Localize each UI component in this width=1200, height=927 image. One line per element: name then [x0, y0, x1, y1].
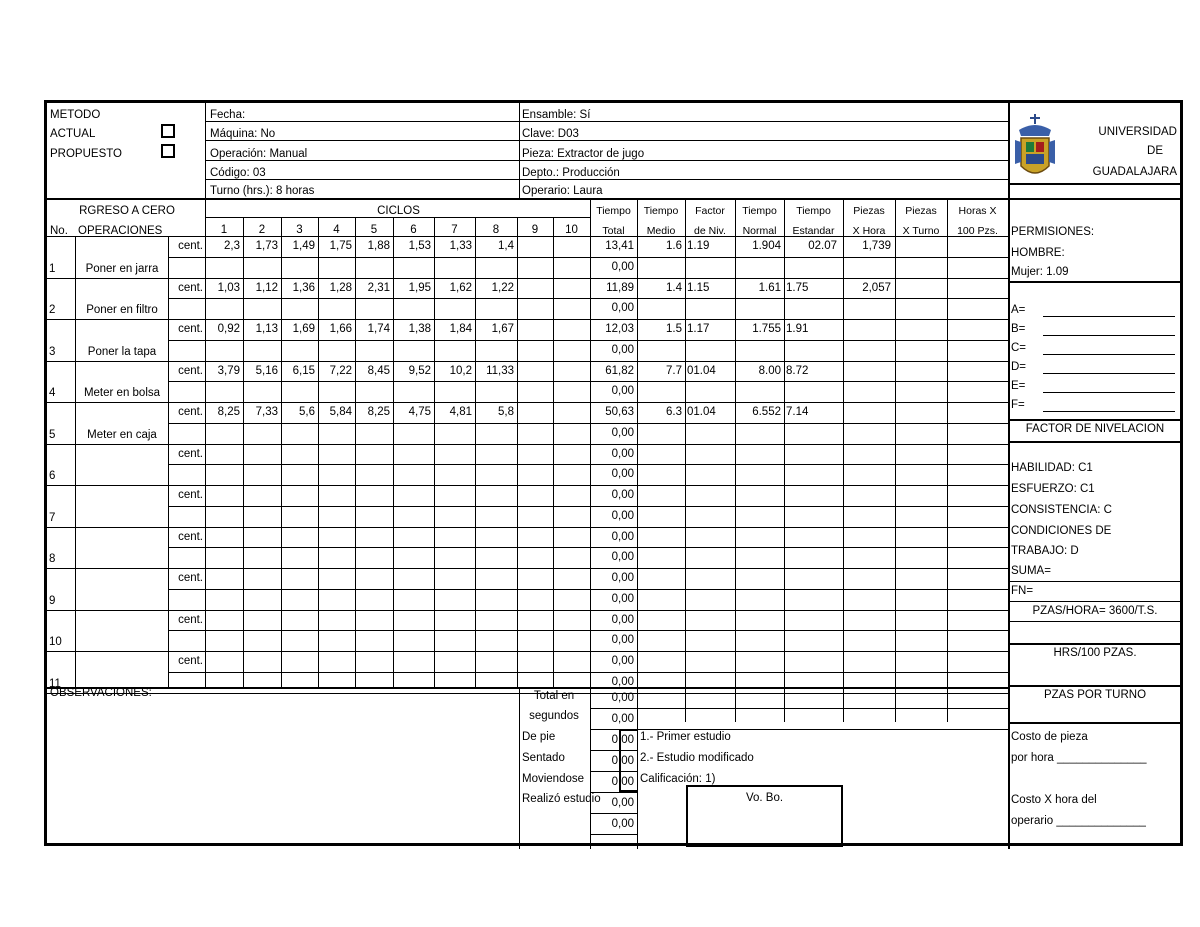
v-rule	[947, 236, 948, 687]
codigo-field: Código: 03	[210, 167, 266, 179]
cycle-value: 1,67	[491, 323, 514, 335]
tiempo-normal: 1.61	[758, 282, 781, 294]
h-rule	[1008, 281, 1180, 283]
cent-label: cent.	[178, 448, 203, 460]
pzas-turno-label: PZAS POR TURNO	[1043, 689, 1147, 701]
tiempo-total-row2: 0,00	[611, 427, 634, 439]
cent-label: cent.	[178, 572, 203, 584]
v-rule	[243, 236, 244, 687]
calc-header-line2: Total	[602, 225, 625, 237]
hombre-label: HOMBRE:	[1011, 247, 1065, 259]
estudio2-label: 2.- Estudio modificado	[640, 752, 754, 764]
bottom-total-value: 0,00	[611, 734, 634, 746]
tiempo-total-row2: 0,00	[611, 551, 634, 563]
factor-nivelacion: 1.17	[687, 323, 710, 335]
calc-header-line2: Normal	[742, 225, 777, 237]
h-rule	[168, 464, 1008, 465]
row-number: 7	[49, 512, 56, 524]
cycle-value: 8,25	[217, 406, 240, 418]
cycle-number-header: 9	[531, 224, 539, 236]
tiempo-total: 13,41	[605, 240, 634, 252]
cycle-value: 1,22	[491, 282, 514, 294]
calc-header-line2: X Hora	[852, 225, 886, 237]
regreso-a-cero-label: RGRESO A CERO	[79, 205, 175, 217]
h-rule	[168, 589, 1008, 590]
fn-label: FN=	[1011, 585, 1034, 597]
suma-label: SUMA=	[1011, 565, 1051, 577]
bottom-total-value: 0,00	[611, 713, 634, 725]
factor-nivelacion: 01.04	[687, 365, 716, 377]
h-rule	[1008, 601, 1180, 602]
cycle-value: 1,03	[217, 282, 240, 294]
cycle-number-header: 3	[296, 224, 303, 236]
tiempo-total: 0,00	[611, 489, 634, 501]
v-rule	[75, 236, 76, 687]
cycle-value: 1,49	[292, 240, 315, 252]
mujer-label: Mujer: 1.09	[1011, 266, 1069, 278]
calc-header-line1: Piezas	[853, 205, 885, 217]
cycle-number-header: 1	[220, 224, 228, 236]
tiempo-total: 0,00	[611, 448, 634, 460]
estudio1-label: 1.- Primer estudio	[640, 731, 731, 743]
cycle-value: 1,62	[449, 282, 472, 294]
h-rule	[168, 672, 1008, 673]
permission-blank-line[interactable]	[1043, 354, 1175, 355]
h-rule	[47, 610, 1008, 611]
h-rule	[168, 381, 1008, 382]
cycle-value: 1,75	[329, 240, 352, 252]
cent-label: cent.	[178, 655, 203, 667]
cycle-value: 2,3	[224, 240, 240, 252]
bottom-total-value: 0,00	[611, 755, 634, 767]
tiempo-medio: 6.3	[666, 406, 682, 418]
v-rule	[895, 687, 896, 722]
pieza-field: Pieza: Extractor de jugo	[522, 148, 645, 160]
h-rule	[590, 813, 637, 814]
operario-field: Operario: Laura	[522, 185, 603, 197]
permission-letter: E=	[1011, 380, 1026, 392]
cycle-value: 5,6	[299, 406, 315, 418]
permission-blank-line[interactable]	[1043, 392, 1175, 393]
cycle-value: 9,52	[408, 365, 431, 377]
costo-pieza-line2: por hora ______________	[1011, 752, 1147, 764]
calc-header-line1: Piezas	[905, 205, 937, 217]
tiempo-total-row2: 0,00	[611, 676, 634, 688]
v-rule	[553, 236, 554, 687]
cent-label: cent.	[178, 489, 203, 501]
cycle-number-header: 4	[333, 224, 340, 236]
tiempo-total-row2: 0,00	[611, 468, 634, 480]
v-rule	[519, 103, 520, 198]
v-rule	[475, 236, 476, 687]
v-rule	[784, 687, 785, 722]
v-rule	[517, 236, 518, 687]
v-rule	[434, 236, 435, 687]
tiempo-total-row2: 0,00	[611, 344, 634, 356]
v-rule	[895, 236, 896, 687]
metodo-label: METODO	[50, 109, 101, 121]
costo-pieza-line1: Costo de pieza	[1011, 731, 1088, 743]
cycle-value: 1,13	[255, 323, 278, 335]
consistencia-label: CONSISTENCIA: C	[1011, 504, 1112, 516]
h-rule	[47, 402, 1008, 403]
operation-name: Meter en caja	[87, 429, 157, 441]
sentado-label: Sentado	[522, 752, 565, 764]
tiempo-estandar: 1.91	[786, 323, 809, 335]
tiempo-normal: 6.552	[752, 406, 781, 418]
actual-label: ACTUAL	[50, 128, 96, 140]
total-en-label: Total en	[533, 690, 575, 702]
cent-label: cent.	[178, 323, 203, 335]
h-rule	[47, 444, 1008, 445]
cycle-value: 5,16	[255, 365, 278, 377]
row-number: 10	[49, 636, 62, 648]
tiempo-total: 0,00	[611, 531, 634, 543]
moviendose-label: Moviendose	[522, 773, 585, 785]
cycle-value: 5,84	[329, 406, 352, 418]
row-number: 6	[49, 470, 56, 482]
bottom-total-value: 0,00	[611, 818, 634, 830]
cycle-value: 3,79	[217, 365, 240, 377]
tiempo-total-row2: 0,00	[611, 634, 634, 646]
pzas-hora-label: PZAS/HORA= 3600/T.S.	[1032, 605, 1158, 617]
tiempo-total-row2: 0,00	[611, 593, 634, 605]
propuesto-checkbox[interactable]	[161, 144, 175, 158]
cycle-value: 1,38	[408, 323, 431, 335]
permission-blank-line[interactable]	[1043, 335, 1175, 336]
h-rule	[168, 423, 1008, 424]
h-rule	[168, 506, 1008, 507]
v-rule	[735, 687, 736, 722]
v-rule	[281, 236, 282, 687]
cent-label: cent.	[178, 365, 203, 377]
h-rule	[1008, 441, 1180, 443]
tiempo-total: 0,00	[611, 614, 634, 626]
operation-name: Poner en filtro	[86, 304, 158, 316]
calc-header-line2: Medio	[646, 225, 676, 237]
bottom-total-value: 0,00	[611, 797, 634, 809]
tiempo-total-row2: 0,00	[611, 302, 634, 314]
v-rule	[735, 236, 736, 687]
realizo-label: Realizó estudio	[522, 793, 601, 805]
cycle-value: 1,12	[255, 282, 278, 294]
v-rule	[205, 236, 206, 687]
university-line1: UNIVERSIDAD	[1098, 126, 1177, 138]
tiempo-total-row2: 0,00	[611, 261, 634, 273]
bottom-total-value: 0,00	[611, 776, 634, 788]
cycle-value: 5,8	[498, 406, 514, 418]
tiempo-total: 61,82	[605, 365, 634, 377]
h-rule	[47, 568, 1008, 569]
v-rule	[355, 236, 356, 687]
cycle-number-header: 6	[410, 224, 417, 236]
clave-field: Clave: D03	[522, 128, 579, 140]
h-rule	[47, 485, 1008, 486]
cycle-value: 1,88	[367, 240, 390, 252]
ensamble-field: Ensamble: Sí	[522, 109, 591, 121]
h-rule	[590, 708, 1008, 709]
row-number: 3	[49, 346, 56, 358]
calc-header-line2: Estandar	[792, 225, 835, 237]
operation-name: Meter en bolsa	[83, 387, 161, 399]
h-rule	[1008, 621, 1180, 622]
calc-header-line1: Tiempo	[596, 205, 631, 217]
cycle-value: 1,84	[449, 323, 472, 335]
tiempo-total: 0,00	[611, 655, 634, 667]
ciclos-label: CICLOS	[377, 205, 420, 217]
h-rule	[205, 121, 519, 122]
calc-header-line2: 100 Pzs.	[957, 225, 998, 237]
v-rule	[685, 236, 686, 687]
habilidad-label: HABILIDAD: C1	[1011, 462, 1093, 474]
factor-nivelacion: 1.15	[687, 282, 710, 294]
propuesto-label: PROPUESTO	[50, 148, 122, 160]
tiempo-medio: 7.7	[666, 365, 682, 377]
operation-name: Poner la tapa	[87, 346, 157, 358]
h-rule	[168, 547, 1008, 548]
h-rule	[47, 651, 1008, 652]
h-rule	[47, 319, 1008, 320]
h-rule	[1008, 419, 1180, 421]
v-rule	[637, 236, 638, 687]
permission-letter: F=	[1011, 399, 1025, 411]
calc-header-line1: Horas X	[958, 205, 997, 217]
condiciones-label: CONDICIONES DE	[1011, 525, 1112, 537]
h-rule	[47, 527, 1008, 528]
h-rule	[47, 361, 1008, 362]
factor-nivelacion: 01.04	[687, 406, 716, 418]
hrs-100-label: HRS/100 PZAS.	[1053, 647, 1137, 659]
h-rule	[168, 340, 1008, 341]
actual-checkbox[interactable]	[161, 124, 175, 138]
row-number: 8	[49, 553, 56, 565]
permission-letter: C=	[1011, 342, 1027, 354]
h-rule	[47, 278, 1008, 279]
v-rule	[843, 687, 844, 722]
calc-header-line2: X Turno	[902, 225, 940, 237]
row-number: 9	[49, 595, 56, 607]
calc-header-line1: Factor	[695, 205, 725, 217]
observaciones-label: OBSERVACIONES:	[50, 687, 152, 699]
esfuerzo-label: ESFUERZO: C1	[1011, 483, 1095, 495]
cent-label: cent.	[178, 406, 203, 418]
v-rule	[637, 687, 638, 849]
bottom-total-value: 0,00	[611, 692, 634, 704]
tiempo-medio: 1.4	[666, 282, 682, 294]
h-rule	[1008, 581, 1180, 582]
cycle-value: 1,74	[367, 323, 390, 335]
v-rule	[393, 236, 394, 687]
time-study-sheet	[44, 100, 1183, 846]
v-rule	[1008, 103, 1010, 849]
operaciones-label: OPERACIONES	[78, 225, 163, 237]
cycle-value: 1,4	[498, 240, 514, 252]
permisiones-label: PERMISIONES:	[1011, 226, 1095, 238]
permission-letter: A=	[1011, 304, 1026, 316]
tiempo-estandar: 02.07	[808, 240, 837, 252]
h-rule	[590, 834, 637, 835]
cent-label: cent.	[178, 240, 203, 252]
h-rule	[1008, 685, 1180, 687]
tiempo-total: 0,00	[611, 572, 634, 584]
university-line2: DE	[1147, 145, 1163, 157]
costo-hora-line2: operario ______________	[1011, 815, 1146, 827]
university-line3: GUADALAJARA	[1092, 166, 1177, 178]
cycle-number-header: 5	[370, 224, 378, 236]
tiempo-normal: 8.00	[758, 365, 781, 377]
operacion-field: Operación: Manual	[210, 148, 308, 160]
fecha-field: Fecha:	[210, 109, 246, 121]
h-rule	[519, 121, 1008, 122]
cycle-value: 4,81	[449, 406, 472, 418]
trabajo-label: TRABAJO: D	[1011, 545, 1079, 557]
row-number: 2	[49, 304, 56, 316]
segundos-label: segundos	[529, 710, 579, 722]
v-rule	[843, 236, 844, 687]
factor-nivelacion-label: FACTOR DE NIVELACION	[1025, 423, 1165, 435]
h-rule	[47, 198, 1180, 200]
cycle-number-header: 7	[451, 224, 458, 236]
de-pie-label: De pie	[522, 731, 556, 743]
cycle-number-header: 2	[258, 224, 266, 236]
v-rule	[205, 103, 206, 198]
calc-header-line2: de Niv.	[694, 225, 726, 237]
tiempo-estandar: 1.75	[786, 282, 809, 294]
tiempo-medio: 1.5	[666, 323, 682, 335]
costo-hora-line1: Costo X hora del	[1011, 794, 1097, 806]
tiempo-normal: 1.755	[752, 323, 781, 335]
piezas-x-hora: 2,057	[862, 282, 891, 294]
tiempo-total-row2: 0,00	[611, 510, 634, 522]
tiempo-estandar: 7.14	[786, 406, 809, 418]
cent-label: cent.	[178, 614, 203, 626]
cycle-value: 1,33	[449, 240, 472, 252]
cycle-value: 6,15	[292, 365, 315, 377]
row-number: 5	[49, 429, 56, 441]
row-number: 4	[49, 387, 56, 399]
cycle-value: 8,25	[367, 406, 390, 418]
row-number: 11	[49, 678, 61, 690]
operation-name: Poner en jarra	[85, 263, 159, 275]
cent-label: cent.	[178, 531, 203, 543]
permission-blank-line[interactable]	[1043, 316, 1175, 317]
factor-nivelacion: 1.19	[687, 240, 710, 252]
tiempo-normal: 1.904	[752, 240, 781, 252]
cycle-value: 2,31	[367, 282, 390, 294]
turno-field: Turno (hrs.): 8 horas	[210, 185, 315, 197]
cycle-value: 1,36	[292, 282, 315, 294]
h-rule	[1008, 722, 1180, 724]
tiempo-total-row2: 0,00	[611, 385, 634, 397]
cent-label: cent.	[178, 282, 203, 294]
cycle-value: 1,95	[408, 282, 431, 294]
h-rule	[168, 257, 1008, 258]
tiempo-estandar: 8.72	[786, 365, 809, 377]
permission-blank-line[interactable]	[1043, 373, 1175, 374]
tiempo-total: 11,89	[606, 282, 634, 294]
cycle-value: 7,33	[255, 406, 278, 418]
v-rule	[685, 687, 686, 722]
h-rule	[519, 140, 1008, 141]
calc-header-line1: Tiempo	[742, 205, 777, 217]
no-label: No.	[50, 225, 68, 237]
permission-letter: D=	[1011, 361, 1027, 373]
cycle-value: 10,2	[449, 365, 472, 377]
v-rule	[784, 236, 785, 687]
permission-letter: B=	[1011, 323, 1026, 335]
calificacion-label: Calificación: 1)	[640, 773, 716, 785]
h-rule	[168, 298, 1008, 299]
depto-field: Depto.: Producción	[522, 167, 620, 179]
university-seal-icon	[1013, 112, 1057, 186]
h-rule	[1008, 643, 1180, 645]
v-rule	[318, 236, 319, 687]
maquina-field: Máquina: No	[210, 128, 276, 140]
calc-header-line1: Tiempo	[643, 205, 679, 217]
tiempo-total: 12,03	[605, 323, 634, 335]
cycle-value: 1,66	[329, 323, 352, 335]
cycle-number-header: 8	[492, 224, 500, 236]
cycle-value: 7,22	[329, 365, 352, 377]
piezas-x-hora: 1,739	[862, 240, 891, 252]
permission-blank-line[interactable]	[1043, 411, 1175, 412]
cycle-value: 0,92	[217, 323, 240, 335]
cycle-value: 8,45	[367, 365, 390, 377]
cycle-value: 1,53	[408, 240, 431, 252]
h-rule	[168, 630, 1008, 631]
cycle-number-header: 10	[565, 224, 578, 236]
calc-header-line1: Tiempo	[796, 205, 831, 217]
v-rule	[947, 687, 948, 722]
vobo-label: Vo. Bo.	[745, 792, 784, 804]
tiempo-total: 50,63	[605, 406, 634, 418]
cycle-value: 4,75	[408, 406, 431, 418]
cycle-value: 1,69	[292, 323, 315, 335]
tiempo-medio: 1.6	[666, 240, 682, 252]
cycle-value: 11,33	[486, 365, 514, 377]
cycle-value: 1,73	[255, 240, 278, 252]
row-number: 1	[49, 263, 56, 275]
cycle-value: 1,28	[329, 282, 352, 294]
